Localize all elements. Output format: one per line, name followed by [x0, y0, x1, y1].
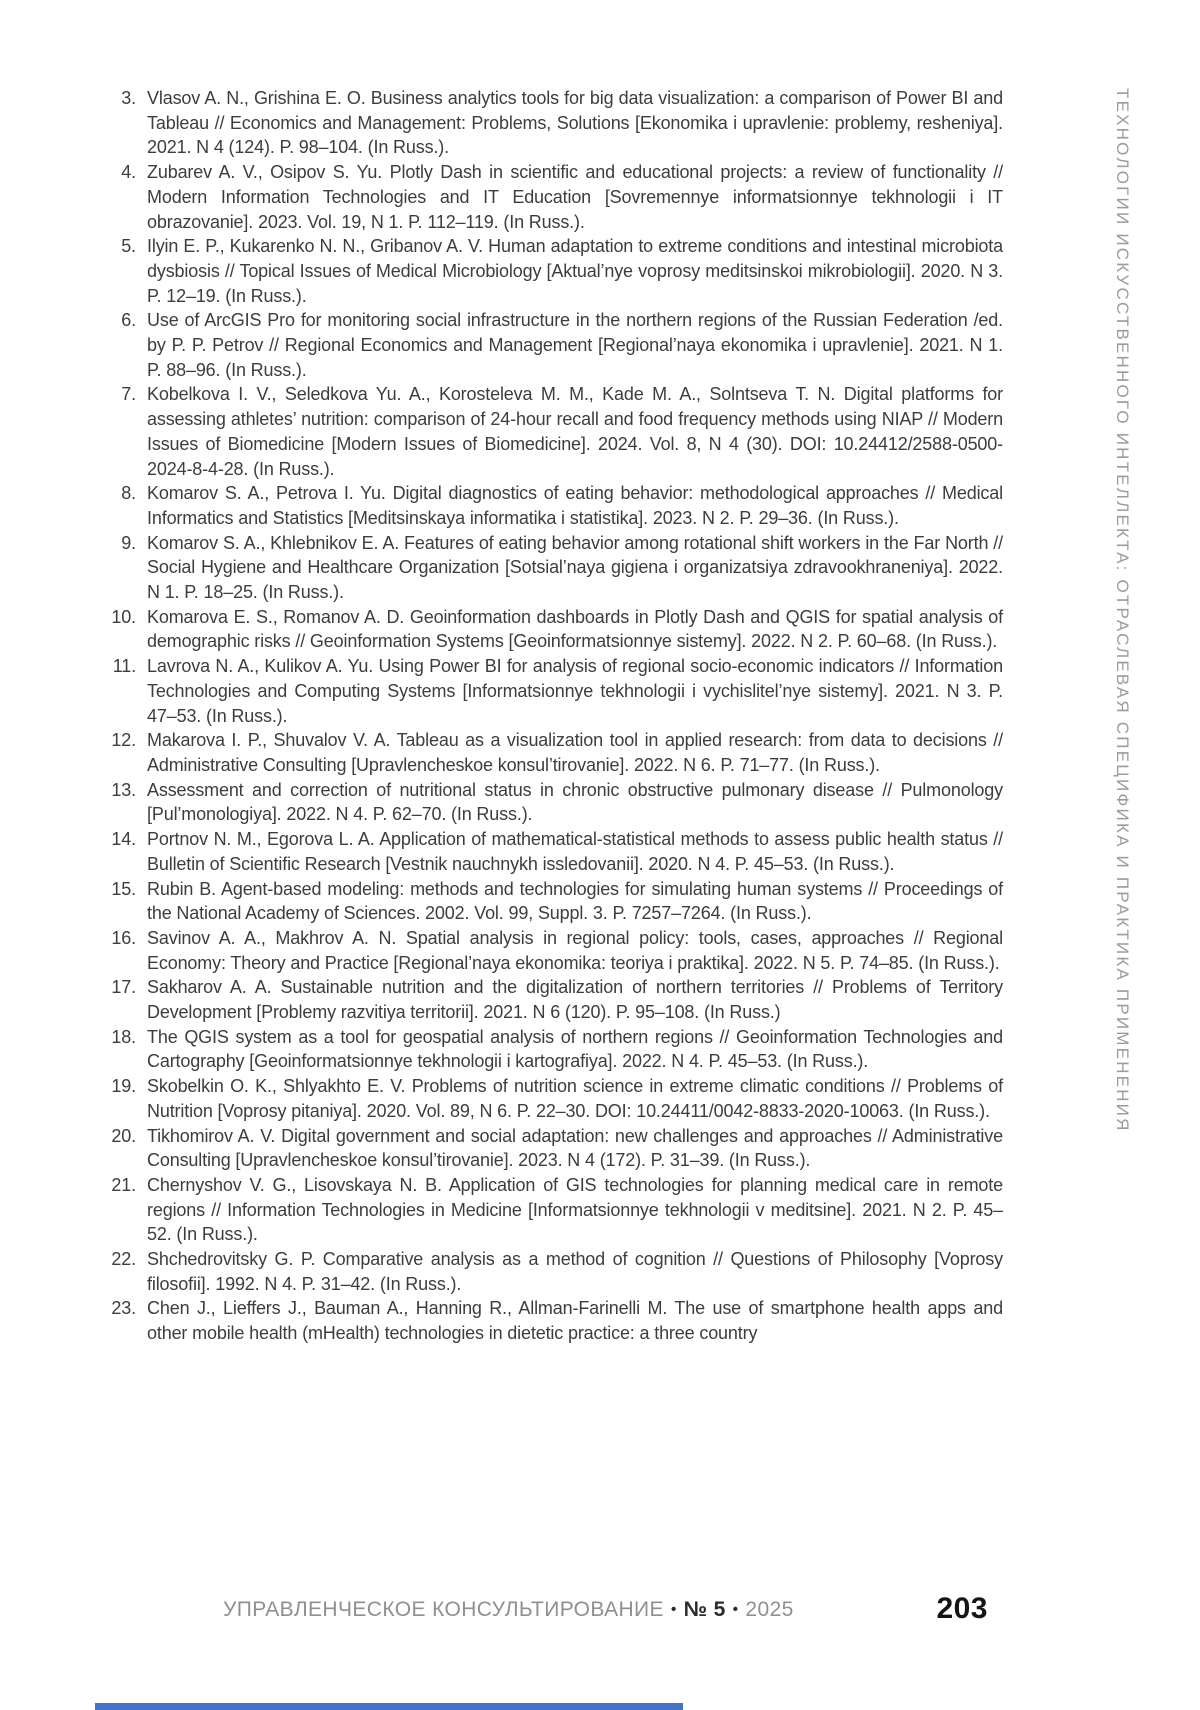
reference-item [103, 531, 1003, 605]
footer-separator-dot: • [670, 1601, 677, 1618]
page-number: 203 [936, 1592, 988, 1625]
reference-text: The QGIS system as a tool for geospatial analysis of northern regions // Geoinformation Technologies and Cartography [Geoinformatsionnye tekhnologii i kartografiya]. 2022. N 4. P. 45–53. (In Russ.). [147, 1026, 1003, 1072]
reference-item [103, 1124, 1003, 1173]
journal-title-line [223, 1598, 794, 1622]
reference-item [103, 926, 1003, 975]
reference-item [103, 481, 1003, 530]
reference-number: 12. [111, 730, 136, 751]
reference-number: 8. [121, 483, 136, 504]
reference-item [103, 1025, 1003, 1074]
reference-number: 4. [121, 162, 136, 183]
reference-text: Portnov N. M., Egorova L. A. Application of mathematical-statistical methods to assess public health status // Bulletin of Scientific Research [Vestnik nauchnykh issledovanii]. 2020. N 4. P. 45–53. (In Russ.). [147, 829, 1003, 874]
reference-text: Ilyin E. P., Kukarenko N. N., Gribanov A. V. Human adaptation to extreme conditions and intestinal microbiota dysbiosis // Topical Issues of Medical Microbiology [Aktual’nye voprosy meditsinskoi mikrobiologii]. 2020. N 3. P. 12–19. (In Russ.). [147, 236, 1003, 306]
reference-number: 15. [111, 878, 136, 899]
reference-item [103, 160, 1003, 234]
reference-number: 7. [121, 384, 136, 405]
reference-item [103, 654, 1003, 728]
reference-item [103, 308, 1003, 382]
reference-item [103, 728, 1003, 777]
reference-text: Rubin B. Agent-based modeling: methods and technologies for simulating human systems // Proceedings of the National Academy of Sciences. 2002. Vol. 99, Suppl. 3. P. 7257–7264. (In Russ.). [147, 878, 1003, 924]
reference-item [103, 975, 1003, 1024]
reference-item [103, 86, 1003, 160]
reference-text: Use of ArcGIS Pro for monitoring social infrastructure in the northern regions of the Russian Federation /ed. by P. P. Petrov // Regional Economics and Management [Regional’naya ekonomika i upravlenie]. 2021. N 1. P. 88–96. (In Russ.). [147, 310, 1003, 380]
reference-number: 17. [111, 977, 136, 998]
reference-number: 9. [121, 532, 136, 553]
reference-text: Skobelkin O. K., Shlyakhto E. V. Problems of nutrition science in extreme climatic conditions // Problems of Nutrition [Voprosy pitaniya]. 2020. Vol. 89, N 6. P. 22–30. DOI: 10.24411/0042-8833-2020-10063. (In Russ.). [147, 1076, 1003, 1121]
reference-text: Shchedrovitsky G. P. Comparative analysis as a method of cognition // Questions of Philosophy [Voprosy filosofii]. 1992. N 4. P. 31–42. (In Russ.). [147, 1249, 1003, 1294]
reference-number: 11. [112, 656, 136, 677]
reference-number: 13. [111, 779, 136, 800]
reference-item [103, 1296, 1003, 1345]
page-footer [103, 1592, 1003, 1632]
reference-number: 5. [121, 236, 136, 257]
reference-number: 14. [111, 829, 136, 850]
reference-text: Savinov A. A., Makhrov A. N. Spatial analysis in regional policy: tools, cases, approaches // Regional Economy: Theory and Practice [Regional’naya ekonomika: teoriya i praktika]. 2022. N 5. P. 74–85. (In Russ.). [147, 927, 1003, 973]
reference-text: Makarova I. P., Shuvalov V. A. Tableau as a visualization tool in applied research: from data to decisions // Administrative Consulting [Upravlencheskoe konsul’tirovanie]. 2022. N 6. P. 71–77. (In Russ.). [147, 730, 1003, 775]
journal-name: УПРАВЛЕНЧЕСКОЕ КОНСУЛЬТИРОВАНИЕ [223, 1598, 664, 1621]
reference-number: 16. [111, 927, 136, 948]
reference-text: Assessment and correction of nutritional status in chronic obstructive pulmonary disease // Pulmonology [Pul’monologiya]. 2022. N 4. P. 62–70. (In Russ.). [147, 779, 1003, 825]
reference-item [103, 1247, 1003, 1296]
reference-item [103, 1074, 1003, 1123]
reference-number: 20. [111, 1125, 136, 1146]
issue-number: № 5 [683, 1598, 726, 1621]
issue-year: 2025 [745, 1598, 794, 1621]
reference-text: Chernyshov V. G., Lisovskaya N. B. Application of GIS technologies for planning medical care in remote regions // Information Technologies in Medicine [Informatsionnye tekhnologii v meditsine]. 2021. N 2. P. 45–52. (In Russ.). [147, 1174, 1003, 1245]
reference-item [103, 382, 1003, 481]
reference-number: 19. [111, 1076, 136, 1097]
reference-text: Komarova E. S., Romanov A. D. Geoinformation dashboards in Plotly Dash and QGIS for spatial analysis of demographic risks // Geoinformation Systems [Geoinformatsionnye sistemy]. 2022. N 2. P. 60–68. (In Russ.). [147, 606, 1003, 652]
reference-item [103, 1173, 1003, 1247]
references-list [103, 86, 1003, 1346]
section-title-vertical: ТЕХНОЛОГИИ ИСКУССТВЕННОГО ИНТЕЛЛЕКТА: ОТРАСЛЕВАЯ СПЕЦИФИКА И ПРАКТИКА ПРИМЕНЕНИЯ [1113, 88, 1132, 1133]
reference-number: 6. [121, 310, 136, 331]
reference-text: Komarov S. A., Khlebnikov E. A. Features of eating behavior among rotational shift workers in the Far North // Social Hygiene and Healthcare Organization [Sotsial’naya gigiena i organizatsiya zdravookhraneniya]. 2022. N 1. P. 18–25. (In Russ.). [147, 532, 1003, 603]
reference-text: Lavrova N. A., Kulikov A. Yu. Using Power BI for analysis of regional socio-economic indicators // Information Technologies and Computing Systems [Informatsionnye tekhnologii i vychislitel’nye sistemy]. 2021. N 3. P. 47–53. (In Russ.). [147, 656, 1003, 726]
footer-separator-dot: • [732, 1601, 739, 1618]
reference-item [103, 234, 1003, 308]
reference-item [103, 877, 1003, 926]
reference-item [103, 605, 1003, 654]
reference-text: Vlasov A. N., Grishina E. O. Business analytics tools for big data visualization: a comparison of Power BI and Tableau // Economics and Management: Problems, Solutions [Ekonomika i upravlenie: problemy, resheniya]. 2021. N 4 (124). P. 98–104. (In Russ.). [147, 88, 1003, 158]
reference-number: 3. [121, 88, 136, 108]
reference-number: 22. [111, 1249, 136, 1270]
reference-text: Sakharov A. A. Sustainable nutrition and the digitalization of northern territories // Problems of Territory Development [Problemy razvitiya territorii]. 2021. N 6 (120). P. 95–108. (In Russ.) [147, 977, 1003, 1023]
reference-text: Kobelkova I. V., Seledkova Yu. A., Korosteleva M. M., Kade M. A., Solntseva T. N. Digital platforms for assessing athletes’ nutrition: comparison of 24-hour recall and food frequency methods using NIAP // Modern Issues of Biomedicine [Modern Issues of Biomedicine]. 2024. Vol. 8, N 4 (30). DOI: 10.24412/2588-0500-2024-8-4-28. (In Russ.). [147, 384, 1003, 479]
reference-item [103, 778, 1003, 827]
reference-number: 18. [111, 1026, 136, 1047]
reference-number: 23. [111, 1298, 136, 1319]
reference-text: Tikhomirov A. V. Digital government and social adaptation: new challenges and approaches // Administrative Consulting [Upravlencheskoe konsul’tirovanie]. 2023. N 4 (172). P. 31–39. (In Russ.). [147, 1125, 1003, 1171]
bottom-accent-bar [95, 1703, 683, 1710]
reference-text: Chen J., Lieffers J., Bauman A., Hanning R., Allman-Farinelli M. The use of smartphone health apps and other mobile health (mHealth) technologies in dietetic practice: a three country [147, 1298, 1003, 1344]
reference-number: 21. [111, 1174, 136, 1195]
reference-text: Zubarev A. V., Osipov S. Yu. Plotly Dash in scientific and educational projects: a review of functionality // Modern Information Technologies and IT Education [Sovremennye informatsionnye tekhnologii i IT obrazovanie]. 2023. Vol. 19, N 1. P. 112–119. (In Russ.). [147, 162, 1003, 232]
reference-number: 10. [111, 606, 136, 627]
reference-item [103, 827, 1003, 876]
reference-text: Komarov S. A., Petrova I. Yu. Digital diagnostics of eating behavior: methodological approaches // Medical Informatics and Statistics [Meditsinskaya informatika i statistika]. 2023. N 2. P. 29–36. (In Russ.). [147, 483, 1003, 528]
